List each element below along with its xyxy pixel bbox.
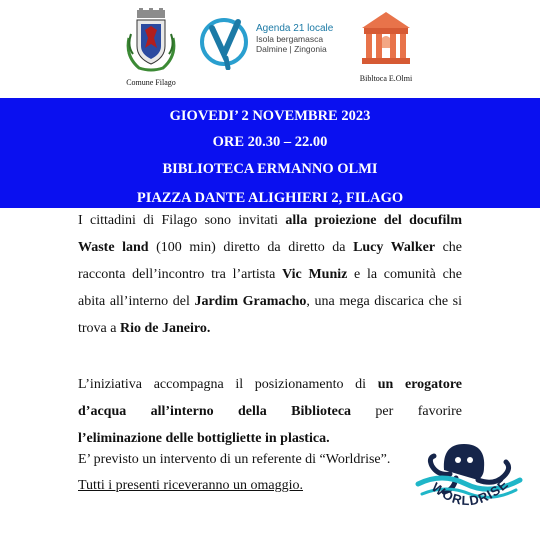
- intro-text-film: alla proiezione del docufilm Waste land: [78, 213, 462, 255]
- biblioteca-caption: Bibltoca E.Olmi: [359, 74, 413, 83]
- event-venue: BIBLIOTECA ERMANNO OLMI: [162, 161, 378, 177]
- agenda21-v-logo-icon: [198, 14, 254, 70]
- intro-text-a: I cittadini di Filago sono invitati: [78, 213, 286, 228]
- event-banner: [0, 98, 540, 208]
- intro-text-director: Lucy Walker: [353, 240, 436, 255]
- initiative-text-d: per favorire: [351, 404, 462, 419]
- biblioteca-logo: [350, 8, 422, 83]
- agenda-title: Agenda 21 locale: [256, 23, 334, 34]
- intro-text-i: , una mega discarica che si trova a: [78, 294, 463, 336]
- worldrise-wordmark: WORLDRISE: [428, 476, 512, 509]
- speaker-note: E’ previsto un intervento di un referente di “Worldrise”.: [78, 452, 391, 467]
- octopus-wave-logo-icon: [414, 436, 524, 536]
- intro-text-place: Jardim Gramacho: [194, 294, 307, 309]
- initiative-text-e: l’eliminazione delle bottigliette in plastica.: [78, 431, 330, 446]
- intro-text-city: Rio de Janeiro.: [119, 321, 211, 336]
- comune-logo: [120, 8, 182, 87]
- library-building-icon: [354, 8, 418, 68]
- intro-text-artist: Vic Muniz: [282, 267, 348, 282]
- event-time: ORE 20.30 – 22.00: [212, 134, 328, 150]
- intro-text-e: che racconta dell’incontro tra l’artista: [78, 240, 463, 282]
- intro-text-g: e la comunità che abita all’interno del: [78, 267, 463, 309]
- logo-bar: [0, 0, 540, 98]
- initiative-text-a: L’iniziativa accompagna il posizionamento di: [78, 377, 378, 392]
- agenda-line2: Isola bergamasca: [256, 34, 324, 44]
- intro-paragraph: [78, 207, 462, 342]
- event-date: GIOVEDI’ 2 NOVEMBRE 2023: [169, 108, 371, 124]
- initiative-text-c: d’acqua all’interno della Biblioteca: [78, 404, 352, 419]
- svg-text:WORLDRISE: [429, 476, 512, 508]
- event-address: PIAZZA DANTE ALIGHIERI 2, FILAGO: [136, 190, 404, 206]
- intro-text-c: (100 min) diretto da diretto da: [148, 240, 354, 255]
- comune-caption: Comune Filago: [126, 78, 176, 87]
- initiative-paragraph: [78, 371, 462, 452]
- initiative-text-b: un erogatore: [377, 377, 463, 392]
- agenda-line3: Dalmine | Zingonia: [256, 44, 327, 54]
- municipal-crest-icon: [123, 8, 179, 74]
- gift-note: Tutti i presenti riceveranno un omaggio.: [78, 478, 303, 493]
